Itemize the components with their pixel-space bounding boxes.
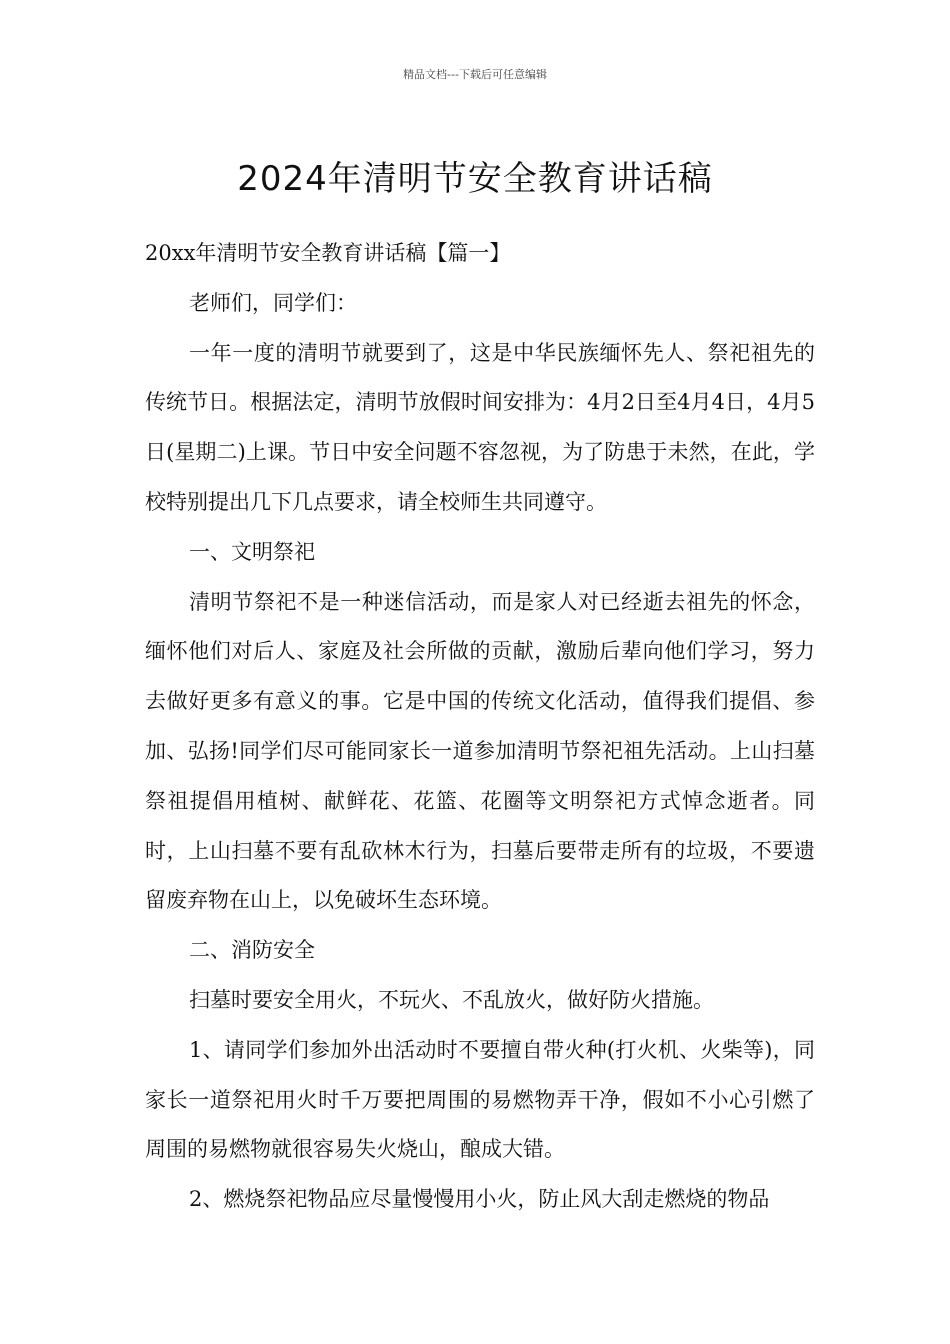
section-heading: 20xx年清明节安全教育讲话稿【篇一】 bbox=[145, 241, 511, 265]
document-body bbox=[145, 229, 815, 1225]
list-item-2: 2、燃烧祭祀物品应尽量慢慢用小火，防止风大刮走燃烧的物品 bbox=[189, 1187, 770, 1212]
paragraph-fire-safety: 扫墓时要安全用火，不玩火、不乱放火，做好防火措施。 bbox=[189, 987, 714, 1012]
document-title: 2024年清明节安全教育讲话稿 bbox=[237, 158, 713, 199]
list-item-1: 1、请同学们参加外出活动时不要擅自带火种(打火机、火柴等)，同家长一道祭祀用火时千万要把周围的易燃物弄干净，假如不小心引燃了周围的易燃物就很容易失火烧山，酿成大错。 bbox=[145, 1037, 815, 1162]
paragraph-civilized-sacrifice: 清明节祭祀不是一种迷信活动，而是家人对已经逝去祖先的怀念，缅怀他们对后人、家庭及社会所做的贡献，激励后辈向他们学习，努力去做好更多有意义的事。它是中国的传统文化活动，值得我们提倡、参加、弘扬!同学们尽可能同家长一道参加清明节祭祀祖先活动。上山扫墓祭祖提倡用植树、献鲜花、花篮、花圈等文明祭祀方式悼念逝者。同时，上山扫墓不要有乱砍林木行为，扫墓后要带走所有的垃圾，不要遗留废弃物在山上，以免破坏生态环境。 bbox=[145, 589, 815, 913]
subheading-civilized-sacrifice: 一、文明祭祀 bbox=[189, 539, 315, 564]
subheading-fire-safety: 二、消防安全 bbox=[189, 938, 315, 963]
salutation: 老师们，同学们： bbox=[189, 290, 357, 315]
page-header-note: 精品文档---下载后可任意编辑 bbox=[403, 68, 547, 81]
intro-paragraph: 一年一度的清明节就要到了，这是中华民族缅怀先人、祭祀祖先的传统节日。根据法定，清明节放假时间安排为：4月2日至4月4日，4月5日(星期二)上课。节日中安全问题不容忽视，为了防患于未然，在此，学校特别提出几下几点要求，请全校师生共同遵守。 bbox=[145, 340, 815, 514]
